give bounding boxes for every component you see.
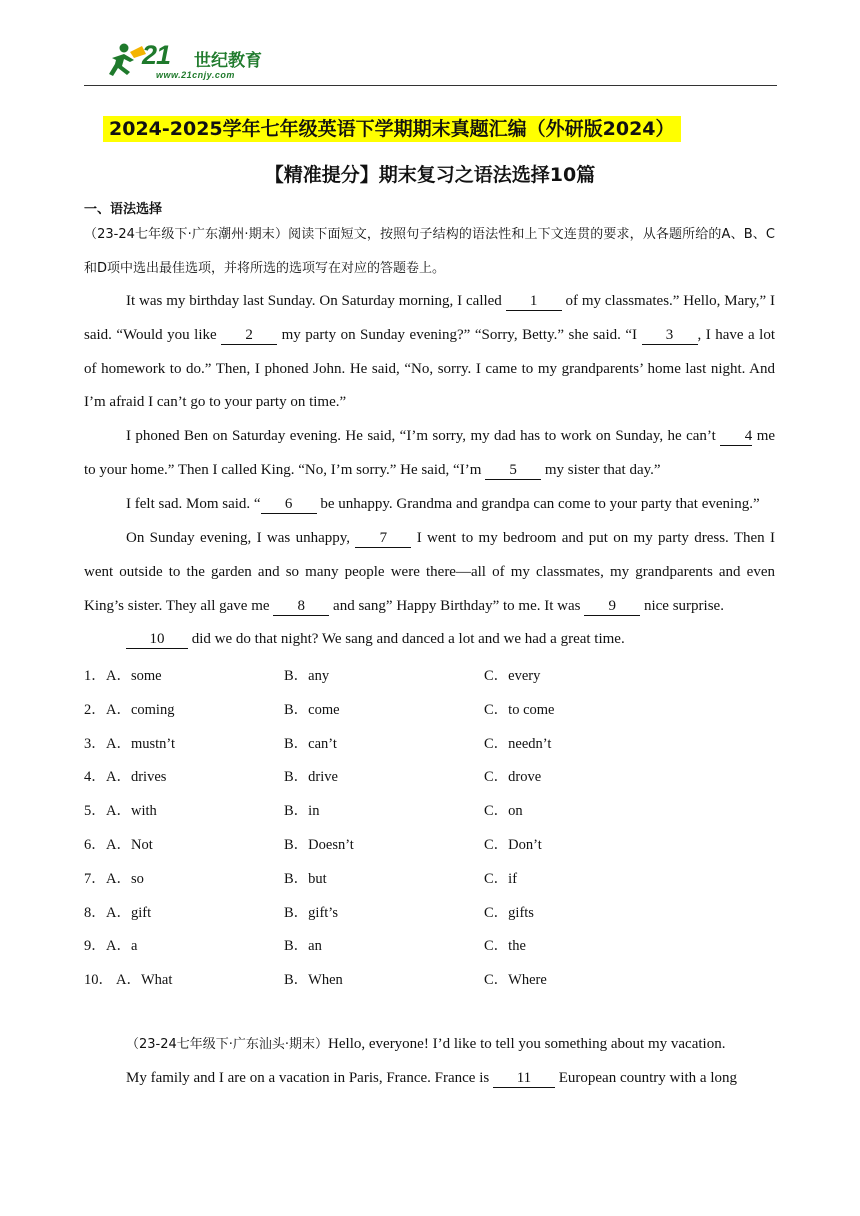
option-c: C．to come xyxy=(484,701,555,718)
blank-11: 11 xyxy=(493,1069,555,1088)
passage1-paragraph-1: It was my birthday last Sunday. On Saturday morning, I called 1 of my classmates.” Hello, Mary,” I said. “Would you like 2 my party on Sunday evening?” “Sorry, Betty.” she said. “I 3 , I have a lot of homework to do.” Then, I phoned John. He said, “No, sorry. I came to my grandparents’ home last night. And I’m afraid I can’t go to your party on time.” xyxy=(84,293,776,411)
logo-chinese: 世纪教育 xyxy=(194,51,262,71)
question-number: 10． xyxy=(84,972,113,989)
passage1-paragraph-2: I phoned Ben on Saturday evening. He said, “I’m sorry, my dad has to work on Sunday, he can’t 4 me to your home.” Then I called King. “No, I’m sorry.” He said, “I’m 5 my sister that day.” xyxy=(84,428,776,478)
option-a: A．gift xyxy=(106,904,152,921)
option-a: A．Not xyxy=(106,837,153,853)
question-number: 5． xyxy=(84,803,106,820)
option-b: B．but xyxy=(284,870,327,887)
question-number: 9． xyxy=(84,938,106,955)
option-b: B．drive xyxy=(284,769,338,786)
passage1-instruction: （23-24七年级下·广东潮州·期末）阅读下面短文，按照句子结构的语法性和上下文连贯的要求，从各题所给的A、B、C和D项中选出最佳选项，并将所选的选项写在对应的答题卷上。 xyxy=(84,227,775,276)
passage2-intro: （23-24七年级下·广东汕头·期末）Hello, everyone! I’d like to tell you something about my vacation. xyxy=(126,1036,726,1052)
blank-9: 9 xyxy=(584,597,640,616)
blank-10: 10 xyxy=(126,630,188,649)
option-b: B．gift’s xyxy=(284,904,338,921)
logo-url: www.21cnjy.com xyxy=(156,70,235,80)
blank-2: 2 xyxy=(221,326,277,345)
option-b: B．come xyxy=(284,701,340,718)
question-number: 7． xyxy=(84,870,106,887)
option-a: A．mustn’t xyxy=(106,735,176,752)
option-b: B．When xyxy=(284,972,343,989)
passage1-paragraph-4: On Sunday evening, I was unhappy, 7 I went to my bedroom and put on my party dress. Then I went outside to the garden and so many people were there—all of my classmates, my grandparents and even King’s sister. They all gave me 8 and sang” Happy Birthday” to me. It was 9 nice surprise. xyxy=(84,530,776,614)
option-b: B．any xyxy=(284,668,330,684)
document-subtitle: 【精准提分】期末复习之语法选择10篇 xyxy=(264,164,596,186)
passage1-paragraph-3: I felt sad. Mom said. “ 6 be unhappy. Grandma and grandpa can come to your party that evening.” xyxy=(126,496,760,512)
option-c: C．needn’t xyxy=(484,735,552,752)
passage2-paragraph-1: My family and I are on a vacation in Paris, France. France is 11 European country with a long xyxy=(126,1070,738,1086)
blank-6: 6 xyxy=(261,495,317,514)
option-a: A．What xyxy=(116,972,173,989)
option-a: A．with xyxy=(106,803,157,820)
question-number: 4． xyxy=(84,769,106,786)
option-a: A．coming xyxy=(106,701,175,718)
passage1-source: （23-24七年级下·广东潮州·期末） xyxy=(84,227,289,242)
option-c: C．every xyxy=(484,668,541,684)
option-b: B．can’t xyxy=(284,735,337,752)
option-c: C．if xyxy=(484,870,518,887)
passage1-paragraph-5: 10 did we do that night? We sang and danced a lot and we had a great time. xyxy=(84,623,775,657)
option-a: A．so xyxy=(106,870,144,887)
passage2-source: （23-24七年级下·广东汕头·期末） xyxy=(126,1037,329,1052)
blank-5: 5 xyxy=(485,461,541,480)
option-a: A．drives xyxy=(106,769,167,786)
option-c: C．Where xyxy=(484,972,547,989)
header-rule xyxy=(84,85,777,86)
question-number: 6． xyxy=(84,837,106,853)
option-b: B．Doesn’t xyxy=(284,837,354,853)
document-title: 2024-2025学年七年级英语下学期期末真题汇编（外研版2024） xyxy=(103,116,681,142)
option-c: C．the xyxy=(484,938,526,955)
question-number: 2． xyxy=(84,701,106,718)
option-b: B．in xyxy=(284,803,320,820)
option-a: A．some xyxy=(106,668,162,684)
option-c: C．on xyxy=(484,803,523,820)
question-number: 3． xyxy=(84,735,106,752)
question-number: 8． xyxy=(84,904,106,921)
option-c: C．drove xyxy=(484,769,542,786)
logo xyxy=(104,40,274,84)
option-a: A．a xyxy=(106,938,138,955)
question-number: 1． xyxy=(84,668,106,684)
logo-number: 21 xyxy=(142,40,171,70)
blank-4: 4 xyxy=(720,427,752,446)
option-c: C．gifts xyxy=(484,904,534,921)
blank-8: 8 xyxy=(273,597,329,616)
section-heading: 一、语法选择 xyxy=(84,202,163,217)
blank-3: 3 xyxy=(642,326,698,345)
option-c: C．Don’t xyxy=(484,837,542,853)
option-b: B．an xyxy=(284,938,322,955)
blank-7: 7 xyxy=(355,529,411,548)
blank-1: 1 xyxy=(506,292,562,311)
